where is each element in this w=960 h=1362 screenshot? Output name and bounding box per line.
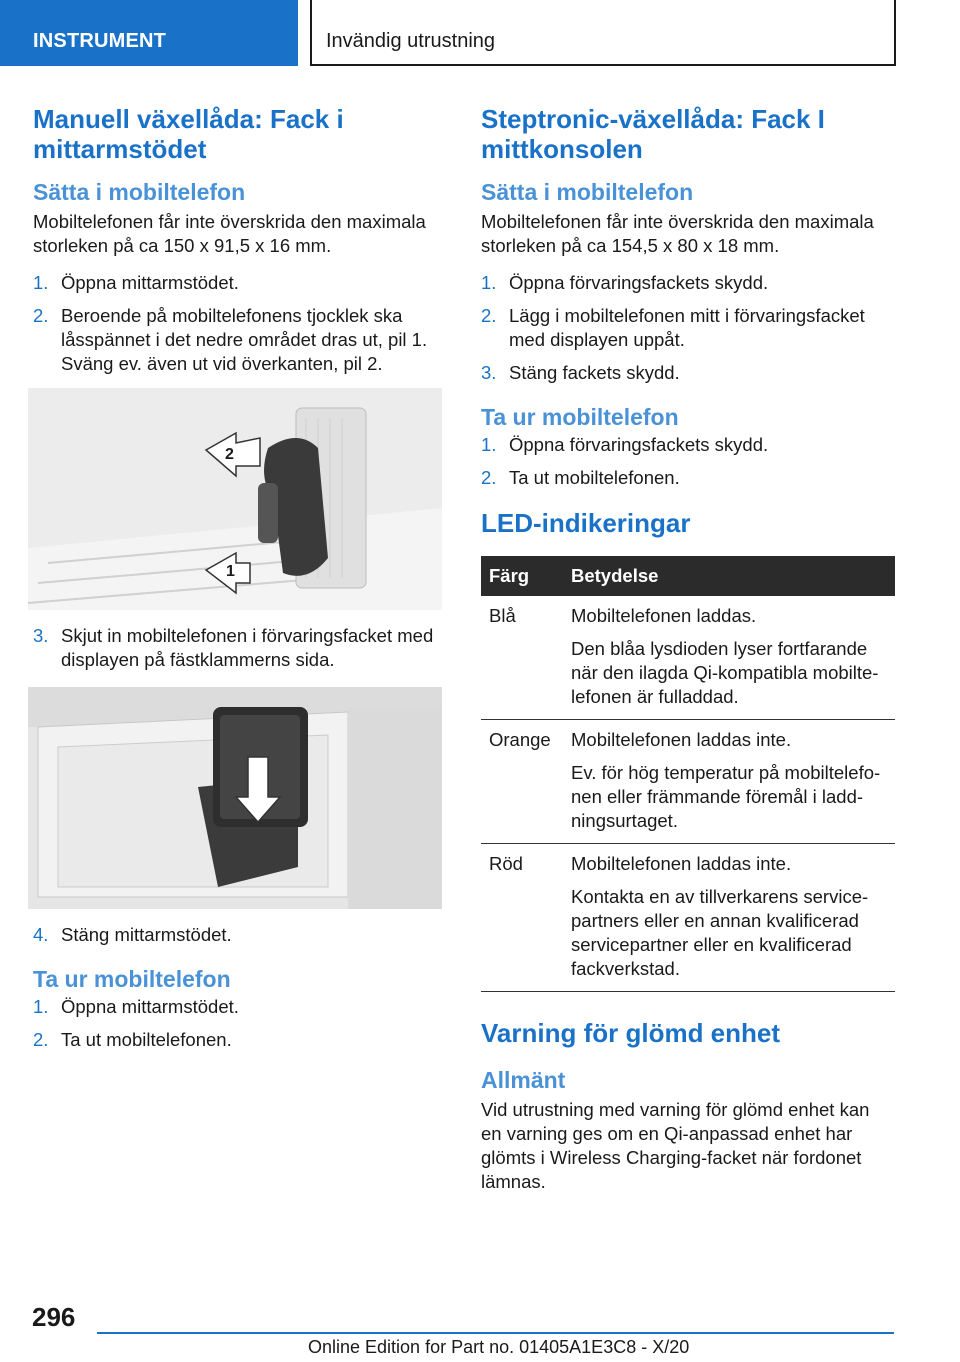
list-item: 3. Skjut in mobiltelefonen i förvaringsfacket med displayen på fästklammerns sida.	[33, 625, 434, 670]
footer-divider	[97, 1332, 894, 1334]
arrow-label-1: 1	[226, 563, 235, 580]
left-column	[33, 100, 443, 1061]
led-title: LED-indikeringar	[481, 508, 691, 538]
table-header-meaning: Betydelse	[563, 556, 895, 596]
list-item: 1. Öppna mittarmstödet.	[33, 996, 239, 1017]
table-row	[481, 720, 895, 844]
section-label: INSTRUMENT	[33, 30, 167, 52]
left-intro: Mobiltelefonen får inte överskrida den maximala storleken på ca 150 x 91,5 x 16 mm.	[33, 211, 426, 256]
warning-text: Vid utrustning med varning för glömd enhet kan en varning ges om en Qi-anpassad enhet har glömts i Wireless Charging-facket när fordonet lämnas.	[481, 1099, 870, 1192]
table-row	[481, 844, 895, 992]
footer-edition: Online Edition for Part no. 01405A1E3C8 - X/20	[308, 1337, 690, 1357]
table-cell-meaning: Mobiltelefonen laddas inte. Kontakta en av tillverkarens service-partners eller en annan kvalificerad servicepartner eller en kvalificerad fackverkstad.	[563, 844, 895, 992]
left-steps-c	[33, 923, 443, 947]
page-number: 296	[32, 1302, 76, 1332]
led-table	[481, 556, 895, 992]
armrest-clip-illustration	[28, 388, 442, 610]
table-cell-meaning: Mobiltelefonen laddas inte. Ev. för hög temperatur på mobiltelefo-nen eller främmande föremål i ladd-ningsurtaget.	[563, 720, 895, 844]
right-steps-b	[481, 433, 895, 490]
left-sub-insert: Sätta i mobiltelefon	[33, 179, 246, 205]
table-header-row	[481, 556, 895, 596]
list-item: 1. Öppna förvaringsfackets skydd.	[481, 434, 769, 455]
table-cell-meaning: Mobiltelefonen laddas. Den blåa lysdioden lyser fortfarande när den ilagda Qi-kompatibla mobilte-lefonen är fulladdad.	[563, 596, 895, 720]
table-row	[481, 596, 895, 720]
table-cell-color: Orange	[481, 720, 563, 844]
figure-armrest-insert	[28, 687, 442, 909]
list-item: 4. Stäng mittarmstödet.	[33, 924, 232, 945]
armrest-insert-illustration	[28, 687, 442, 909]
right-title: Steptronic-växellåda: Fack I mittkonsolen	[481, 104, 825, 164]
list-item: 1. Öppna förvaringsfackets skydd.	[481, 272, 769, 293]
section-tab	[0, 0, 298, 66]
figure-armrest-clip	[28, 388, 442, 610]
table-header-color: Färg	[481, 556, 563, 596]
warning-title: Varning för glömd enhet	[481, 1018, 781, 1048]
right-sub-insert: Sätta i mobiltelefon	[481, 179, 694, 205]
left-steps-b	[33, 624, 443, 672]
left-steps-d	[33, 995, 443, 1052]
warning-sub: Allmänt	[481, 1067, 566, 1093]
left-steps-a	[33, 271, 443, 376]
table-cell-color: Röd	[481, 844, 563, 992]
list-item: 1. Öppna mittarmstödet.	[33, 272, 239, 293]
left-title: Manuell växellåda: Fack i mittarmstödet	[33, 104, 344, 164]
list-item: 2. Ta ut mobiltelefonen.	[481, 467, 680, 488]
arrow-label-2: 2	[225, 446, 234, 463]
right-sub-remove: Ta ur mobiltelefon	[481, 404, 679, 430]
chapter-header	[310, 0, 896, 66]
list-item: 2. Lägg i mobiltelefonen mitt i förvaringsfacket med displayen uppåt.	[481, 305, 865, 350]
list-item: 2. Ta ut mobiltelefonen.	[33, 1029, 232, 1050]
table-cell-color: Blå	[481, 596, 563, 720]
right-steps-a	[481, 271, 895, 385]
list-item: 3. Stäng fackets skydd.	[481, 362, 680, 383]
left-sub-remove: Ta ur mobiltelefon	[33, 966, 231, 992]
right-intro: Mobiltelefonen får inte överskrida den maximala storleken på ca 154,5 x 80 x 18 mm.	[481, 211, 874, 256]
chapter-label: Invändig utrustning	[326, 30, 496, 52]
list-item: 2. Beroende på mobiltelefonens tjocklek ska låsspännet i det nedre området dras ut, pil 1. Sväng ev. även ut vid överkanten, pil 2.	[33, 305, 428, 374]
right-column	[481, 100, 895, 1194]
